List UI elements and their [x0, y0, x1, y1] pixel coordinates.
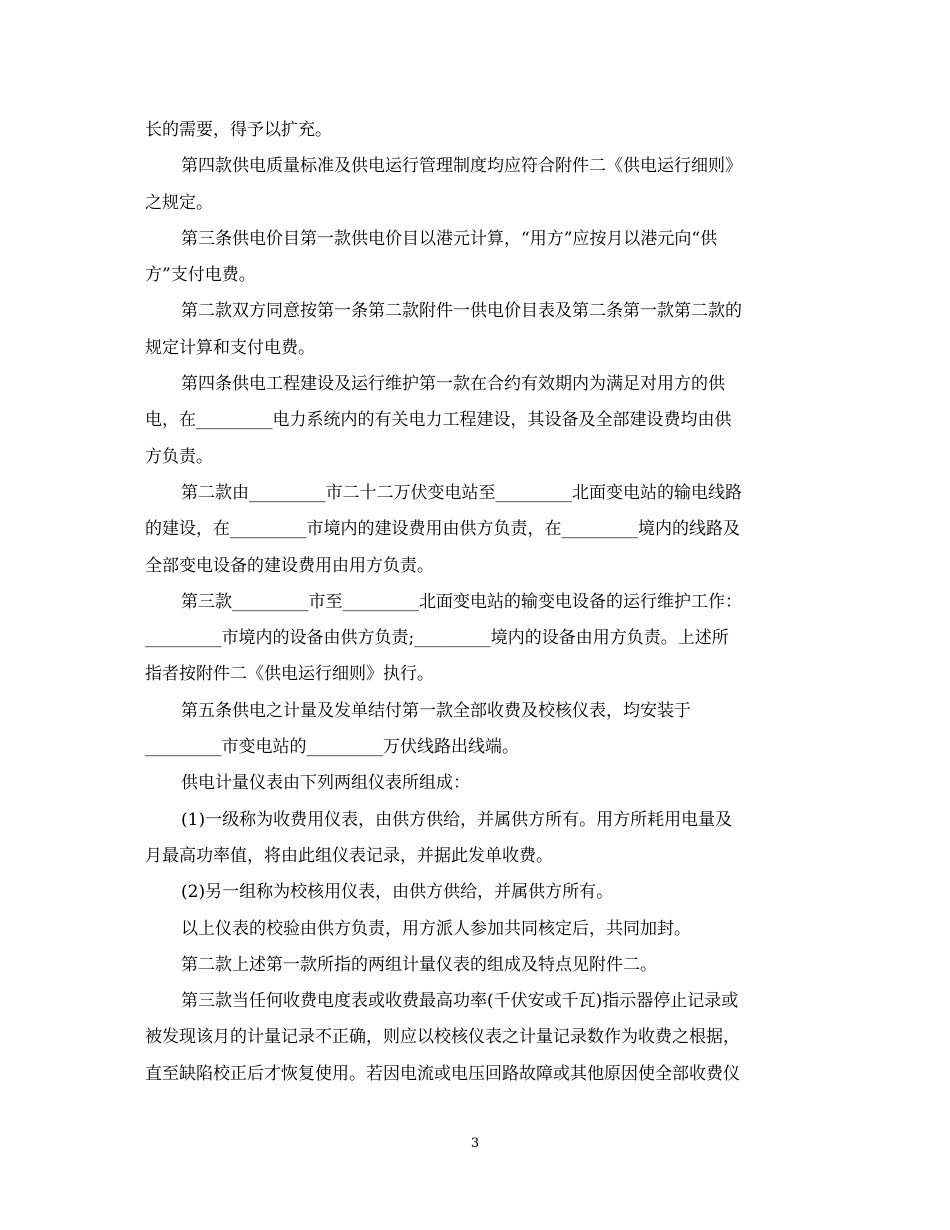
paragraph — [145, 112, 807, 148]
paragraph — [145, 366, 807, 475]
text-line: (1)一级称为收费用仪表，由供方供给，并属供方所有。用方所耗用电量及 — [181, 809, 733, 830]
paragraph — [145, 765, 807, 801]
text-line: 供电计量仪表由下列两组仪表所组成： — [181, 773, 470, 794]
text-line: (2)另一组称为校核用仪表，由供方供给，并属供方所有。 — [181, 882, 614, 903]
text-line: 直至缺陷校正后才恢复使用。若因电流或电压回路故障或其他原因使全部收费仪 — [145, 1063, 740, 1084]
paragraph — [145, 221, 807, 294]
text-line: 长的需要，得予以扩充。 — [145, 120, 332, 140]
text-line: _________市变电站的_________万伏线路出线端。 — [145, 737, 519, 758]
document-body — [145, 112, 807, 1092]
text-line: 规定计算和支付电费。 — [145, 337, 315, 358]
text-line: 被发现该月的计量记录不正确，则应以校核仪表之计量记录数作为收费之根据， — [145, 1027, 740, 1048]
paragraph — [145, 584, 807, 693]
text-line: 第二款由_________市二十二万伏变电站至_________北面变电站的输电线路 — [181, 482, 742, 503]
text-line: 第四款供电质量标准及供电运行管理制度均应符合附件二《供电运行细则》 — [181, 156, 742, 177]
paragraph — [145, 293, 807, 366]
paragraph — [145, 947, 807, 983]
text-line: 之规定。 — [145, 192, 213, 213]
text-line: 第五条供电之计量及发单结付第一款全部收费及校核仪表，均安装于 — [181, 700, 691, 721]
paragraph — [145, 983, 807, 1092]
text-line: 第三款当任何收费电度表或收费最高功率(千伏安或千瓦)指示器停止记录或 — [181, 991, 739, 1012]
paragraph — [145, 148, 807, 221]
text-line: 月最高功率值，将由此组仪表记录，并据此发单收费。 — [145, 845, 553, 866]
paragraph — [145, 802, 807, 875]
text-line: 指者按附件二《供电运行细则》执行。 — [145, 664, 434, 685]
text-line: 第二款双方同意按第一条第二款附件一供电价目表及第二条第一款第二款的 — [181, 301, 742, 322]
paragraph — [145, 911, 807, 947]
text-line: 方负责。 — [145, 446, 213, 467]
text-line: 第二款上述第一款所指的两组计量仪表的组成及特点见附件二。 — [181, 954, 657, 975]
text-line: 方”支付电费。 — [145, 265, 256, 286]
paragraph — [145, 874, 807, 910]
text-line: 电，在_________电力系统内的有关电力工程建设，其设备及全部建设费均由供 — [145, 410, 732, 431]
text-line: 第三款_________市至_________北面变电站的输变电设备的运行维护工作： — [181, 591, 742, 612]
paragraph — [145, 693, 807, 766]
text-line: 以上仪表的校验由供方负责，用方派人参加共同核定后，共同加封。 — [181, 918, 691, 939]
text-line: _________市境内的设备由供方负责;_________境内的设备由用方负责。上述所 — [145, 628, 729, 649]
paragraph — [145, 475, 807, 584]
text-line: 第三条供电价目第一款供电价目以港元计算，“用方”应按月以港元向“供 — [181, 228, 718, 249]
page-number: 3 — [470, 1136, 480, 1151]
text-line: 第四条供电工程建设及运行维护第一款在合约有效期内为满足对用方的供 — [181, 374, 725, 395]
text-line: 的建设，在_________市境内的建设费用由供方负责，在_________境内的线路及 — [145, 519, 740, 540]
text-line: 全部变电设备的建设费用由用方负责。 — [145, 555, 434, 576]
